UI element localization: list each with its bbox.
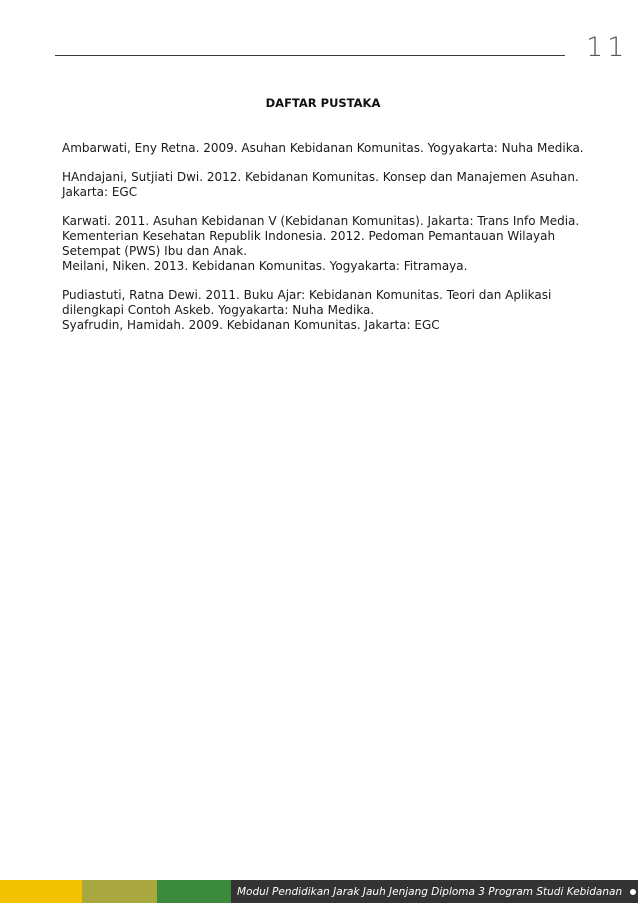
footer-bar (0, 880, 638, 903)
reference-group (62, 214, 602, 274)
reference-line: Kementerian Kesehatan Republik Indonesia. 2012. Pedoman Pemantauan Wilayah (62, 229, 556, 243)
header-rule (55, 55, 565, 56)
footer-segment-olive (82, 880, 157, 903)
reference-line: Ambarwati, Eny Retna. 2009. Asuhan Kebidanan Komunitas. Yogyakarta: Nuha Medika. (62, 141, 584, 155)
reference-line: Jakarta: EGC (62, 185, 138, 199)
reference-group (62, 141, 602, 156)
reference-line: Setempat (PWS) Ibu dan Anak. (62, 244, 248, 258)
reference-group (62, 170, 602, 200)
reference-line: Pudiastuti, Ratna Dewi. 2011. Buku Ajar: Kebidanan Komunitas. Teori dan Aplikasi (62, 288, 552, 302)
footer-segment-yellow (0, 880, 82, 903)
footer-segment-dark (231, 880, 638, 903)
footer-text: Modul Pendidikan Jarak Jauh Jenjang Diploma 3 Program Studi Kebidanan (237, 885, 623, 898)
reference-list (62, 141, 602, 347)
page-title: DAFTAR PUSTAKA (265, 96, 381, 110)
footer-segment-green (157, 880, 231, 903)
reference-line: Karwati. 2011. Asuhan Kebidanan V (Kebidanan Komunitas). Jakarta: Trans Info Media. (62, 214, 580, 228)
bullet-dot-icon (630, 889, 636, 895)
page-number: 11 (586, 32, 629, 63)
reference-line: Meilani, Niken. 2013. Kebidanan Komunitas. Yogyakarta: Fitramaya. (62, 259, 468, 273)
reference-line: dilengkapi Contoh Askeb. Yogyakarta: Nuha Medika. (62, 303, 375, 317)
reference-line: HAndajani, Sutjiati Dwi. 2012. Kebidanan Komunitas. Konsep dan Manajemen Asuhan. (62, 170, 579, 184)
reference-group (62, 288, 602, 333)
reference-line: Syafrudin, Hamidah. 2009. Kebidanan Komunitas. Jakarta: EGC (62, 318, 440, 332)
